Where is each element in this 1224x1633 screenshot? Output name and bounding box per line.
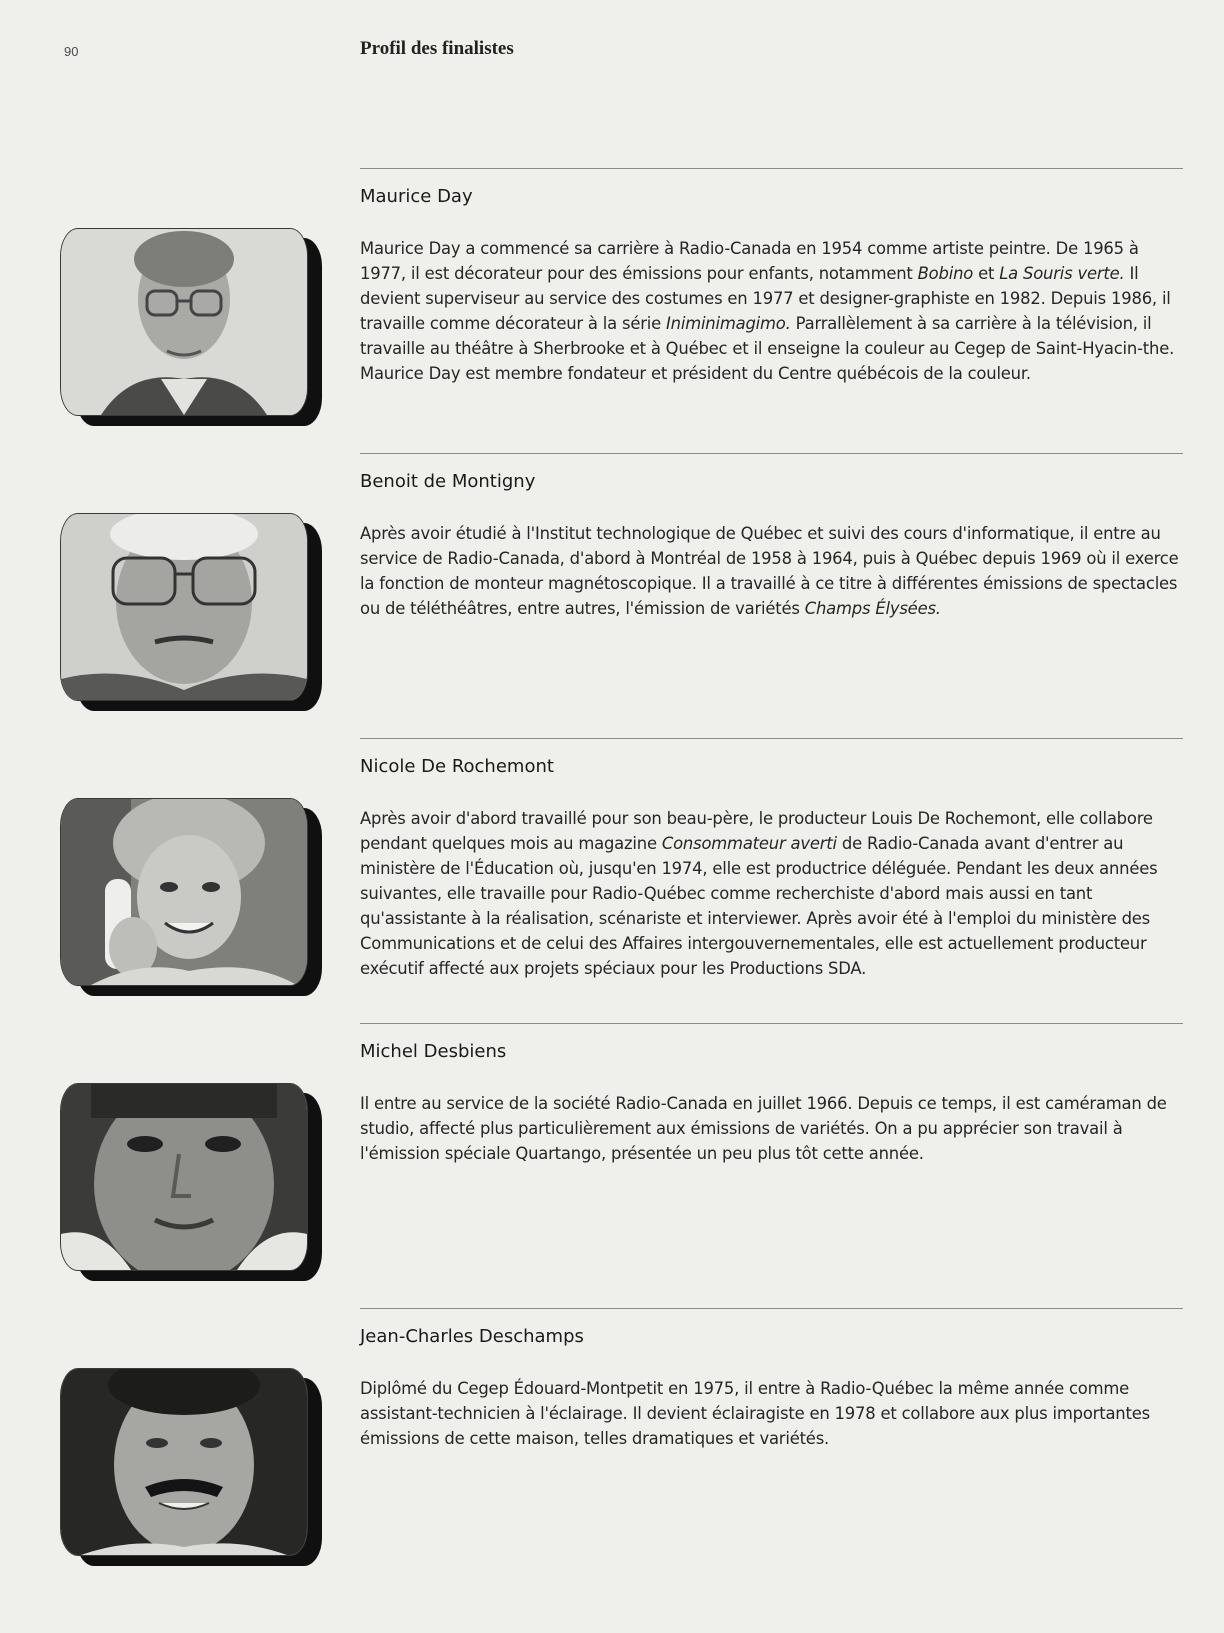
portrait-photo <box>60 798 308 986</box>
profile-name: Benoit de Montigny <box>360 471 536 492</box>
portrait-frame <box>58 798 324 998</box>
profile-maurice-day <box>0 168 1224 453</box>
profile-name: Jean-Charles Deschamps <box>360 1326 584 1347</box>
bio-text: Diplômé du Cegep Édouard-Montpetit en 1975, il entre à Radio-Québec la même année comme assistant-technicien à l'éclairage. Il devient éclairagiste en 1978 et collabore aux plus importantes émissions de cette maison, telles dramatiques et variétés. <box>360 1379 1150 1448</box>
page-number: 90 <box>64 44 79 59</box>
bio-text: Il entre au service de la société Radio-Canada en juillet 1966. Depuis ce temps, il est caméraman de studio, affecté plus particulièrement aux émissions de variétés. On a pu apprécier son travail à l'émission spéciale Quartango, présentée un peu plus tôt cette année. <box>360 1094 1167 1163</box>
profile-bio <box>360 1376 1180 1451</box>
profile-bio <box>360 521 1180 621</box>
profile-michel-desbiens <box>0 1023 1224 1308</box>
bio-text: Maurice Day a commencé sa carrière à Radio-Canada en 1954 comme artiste peintre. De 1965 à 1977, il est décorateur pour des émissions pour enfants, notamment <box>360 239 1139 283</box>
bio-text: de Radio-Canada avant d'entrer au ministère de l'Éducation où, jusqu'en 1974, elle est productrice déléguée. Pendant les deux années suivantes, elle travaille pour Radio-Québec comme recherchiste d'abord mais aussi en tant qu'assistante à la réalisation, scénariste et interviewer. Après avoir été à l'emploi du ministère des Communications et de celui des Affaires intergouvernementales, elle est actuellement producteur exécutif affecté aux projets spéciaux pour les Productions SDA. <box>360 834 1158 978</box>
bio-text: Après avoir étudié à l'Institut technologique de Québec et suivi des cours d'informatique, il entre au service de Radio-Canada, d'abord à Montréal de 1958 à 1964, puis à Québec depuis 1969 où il exerce la fonction de monteur magnétoscopique. Il a travaillé à ce titre à différentes émissions de spectacles ou de téléthéâtres, entre autres, l'émission de variétés <box>360 524 1179 618</box>
section-divider <box>360 1023 1183 1024</box>
portrait-photo <box>60 1368 308 1556</box>
portrait-frame <box>58 1083 324 1283</box>
portrait-frame <box>58 228 324 428</box>
bio-title-italic: Bobino <box>917 264 974 283</box>
bio-text: Il devient superviseur au service des costumes en 1977 et designer-graphiste en 1982. Depuis 1986, il travaille comme décorateur à la série <box>360 264 1171 333</box>
bio-title-italic: La Souris verte. <box>999 264 1125 283</box>
bio-text: Après avoir d'abord travaillé pour son beau-père, le producteur Louis De Rochemont, elle collabore pendant quelques mois au magazine <box>360 809 1153 853</box>
profile-bio <box>360 806 1180 981</box>
portrait-photo <box>60 228 308 416</box>
bio-title-italic: Consommateur averti <box>661 834 837 853</box>
bio-title-italic: Champs Élysées. <box>804 599 941 618</box>
profile-bio <box>360 1091 1180 1166</box>
bio-title-italic: Iniminimagimo. <box>666 314 791 333</box>
portrait-frame <box>58 513 324 713</box>
profile-jean-charles-deschamps <box>0 1308 1224 1593</box>
section-divider <box>360 453 1183 454</box>
bio-text: et <box>973 264 1000 283</box>
profile-bio <box>360 236 1180 386</box>
profile-benoit-de-montigny <box>0 453 1224 738</box>
bio-text: Parrallèlement à sa carrière à la télévision, il travaille au théâtre à Sherbrooke et à Québec et il enseigne la couleur au Cegep de Saint-Hyacin-the. Maurice Day est membre fondateur et président du Centre québécois de la couleur. <box>360 314 1175 383</box>
portrait-photo <box>60 513 308 701</box>
profile-name: Nicole De Rochemont <box>360 756 554 777</box>
profile-nicole-de-rochemont <box>0 738 1224 1023</box>
section-divider <box>360 168 1183 169</box>
running-title: Profil des finalistes <box>360 38 514 59</box>
profile-name: Michel Desbiens <box>360 1041 507 1062</box>
portrait-frame <box>58 1368 324 1568</box>
section-divider <box>360 738 1183 739</box>
portrait-photo <box>60 1083 308 1271</box>
profile-name: Maurice Day <box>360 186 473 207</box>
section-divider <box>360 1308 1183 1309</box>
